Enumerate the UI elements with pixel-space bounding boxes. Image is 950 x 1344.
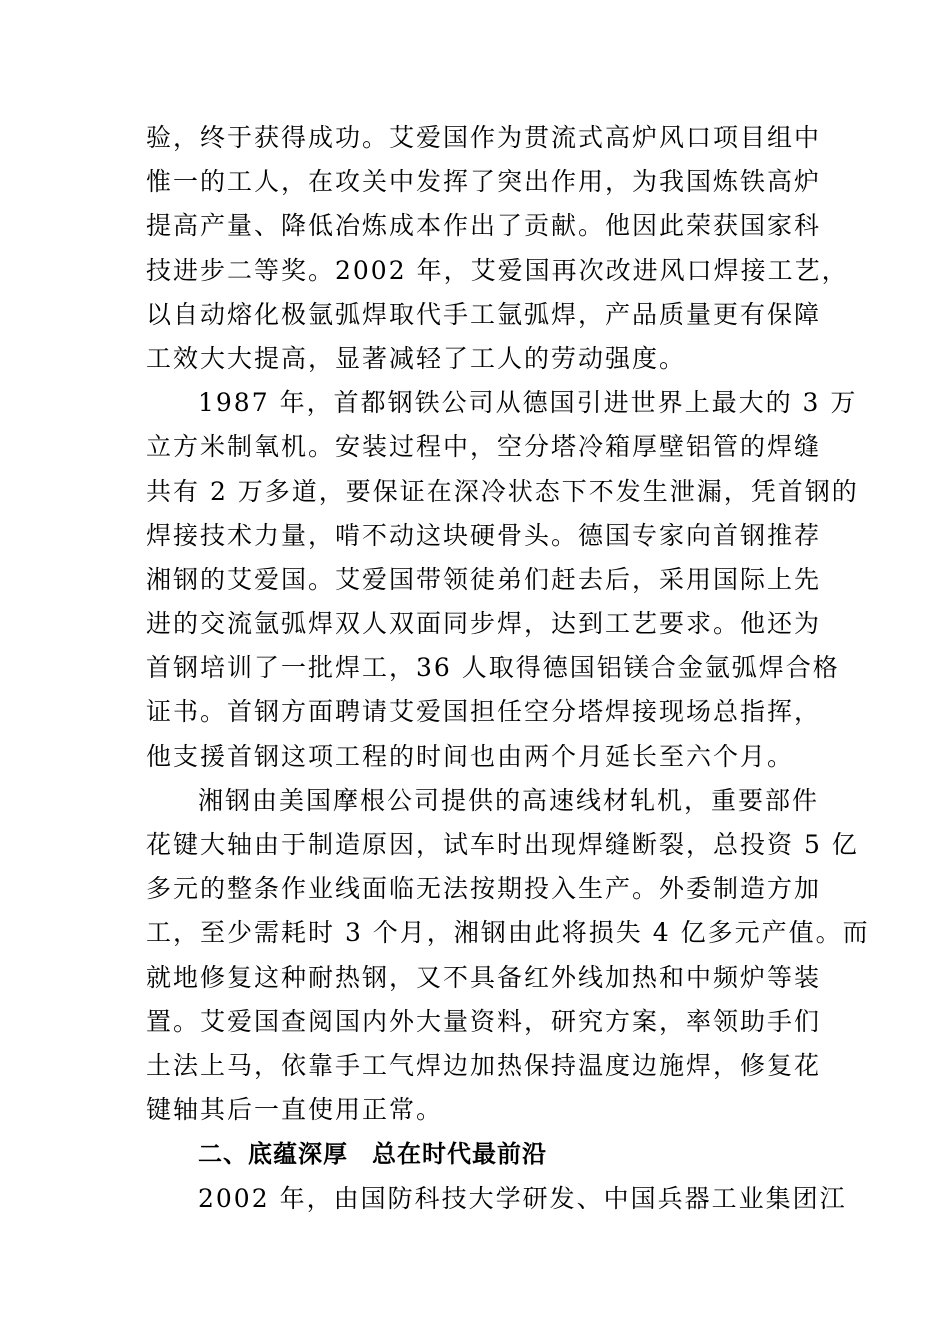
- text-line: 置。艾爱国查阅国内外大量资料，研究方案，率领助手们: [146, 1006, 822, 1036]
- text-line: 验，终于获得成功。艾爱国作为贯流式高炉风口项目组中: [146, 123, 822, 152]
- text-line: 土法上马，依靠手工气焊边加热保持温度边施焊，修复花: [146, 1050, 822, 1080]
- text-line: 技进步二等奖。2002 年，艾爱国再次改进风口焊接工艺，: [146, 255, 849, 285]
- text-line: 工，至少需耗时 3 个月，湘钢由此将损失 4 亿多元产值。而: [146, 918, 870, 948]
- text-line: 1987 年，首都钢铁公司从德国引进世界上最大的 3 万: [198, 388, 858, 418]
- text-line: 键轴其后一直使用正常。: [146, 1095, 444, 1125]
- text-line: 首钢培训了一批焊工，36 人取得德国铝镁合金氩弧焊合格: [146, 653, 840, 683]
- text-line: 2002 年，由国防科技大学研发、中国兵器工业集团江: [198, 1183, 847, 1213]
- text-line: 湘钢由美国摩根公司提供的高速线材轧机，重要部件: [198, 785, 820, 815]
- body-text: [146, 116, 870, 1221]
- text-line: 就地修复这种耐热钢，又不具备红外线加热和中频炉等装: [146, 962, 822, 992]
- text-line: 工效大大提高，显著减轻了工人的劳动强度。: [146, 343, 687, 373]
- section-heading: [146, 1132, 806, 1176]
- section-heading-part1: 二、底蕴深厚: [198, 1140, 348, 1169]
- text-line: 提高产量、降低冶炼成本作出了贡献。他因此荣获国家科: [146, 211, 822, 241]
- text-line: 焊接技术力量，啃不动这块硬骨头。德国专家向首钢推荐: [146, 520, 822, 550]
- text-line: 湘钢的艾爱国。艾爱国带领徒弟们赶去后，采用国际上先: [146, 564, 822, 594]
- text-line: 花键大轴由于制造原因，试车时出现焊缝断裂，总投资 5 亿: [146, 830, 859, 859]
- text-line: 以自动熔化极氩弧焊取代手工氩弧焊，产品质量更有保障: [146, 299, 822, 329]
- section-heading-part2: 总在时代最前沿: [372, 1140, 547, 1169]
- text-line: 共有 2 万多道，要保证在深冷状态下不发生泄漏，凭首钢的: [146, 476, 859, 506]
- text-line: 他支援首钢这项工程的时间也由两个月延长至六个月。: [146, 741, 795, 771]
- text-line: 惟一的工人，在攻关中发挥了突出作用，为我国炼铁高炉: [146, 167, 822, 197]
- text-line: 进的交流氩弧焊双人双面同步焊，达到工艺要求。他还为: [146, 609, 822, 639]
- text-line: 多元的整条作业线面临无法按期投入生产。外委制造方加: [146, 874, 822, 904]
- text-line: 证书。首钢方面聘请艾爱国担任空分塔焊接现场总指挥，: [146, 697, 822, 727]
- text-line: 立方米制氧机。安装过程中，空分塔冷箱厚壁铝管的焊缝: [146, 432, 822, 462]
